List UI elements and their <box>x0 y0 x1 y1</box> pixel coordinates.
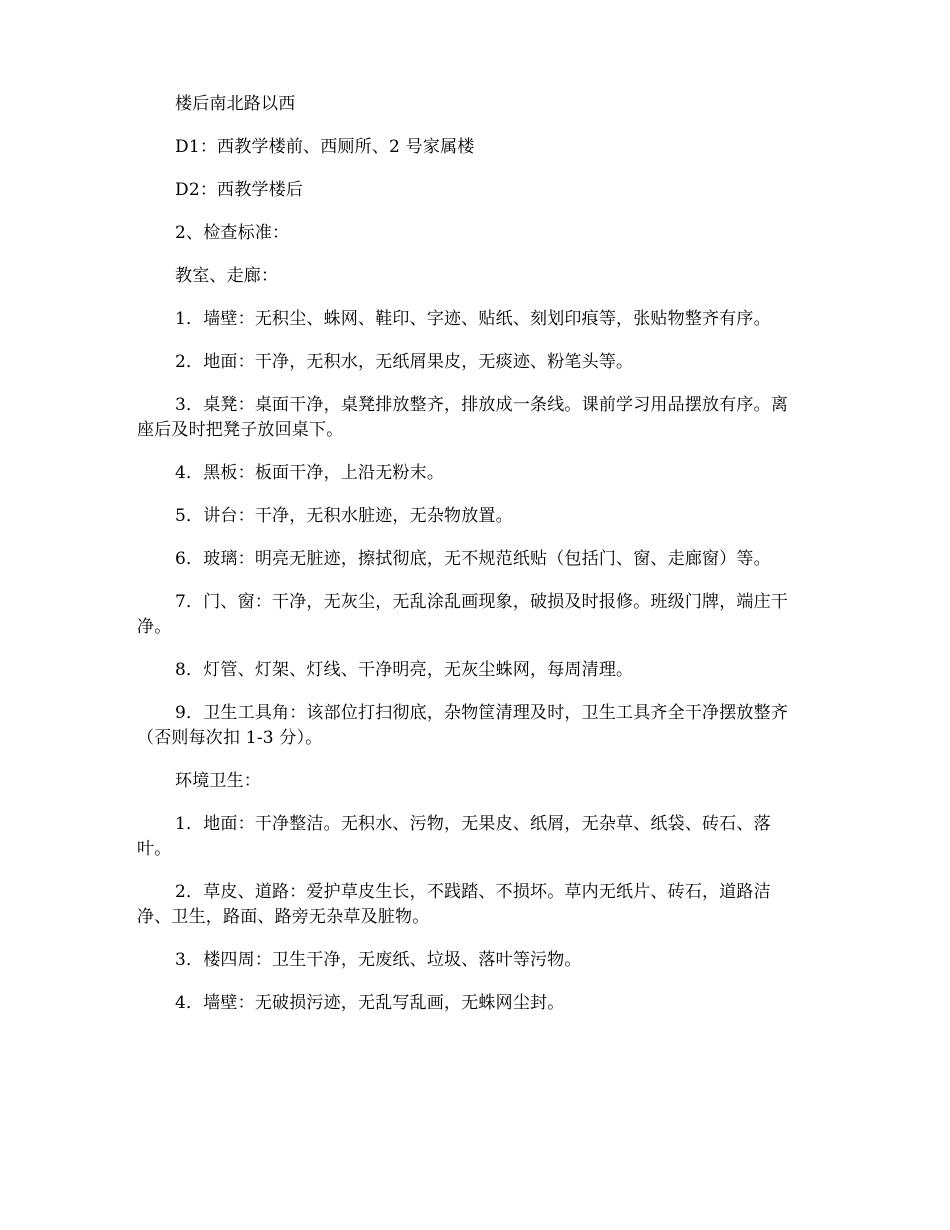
subheading-environment: 环境卫生： <box>175 771 261 791</box>
classroom-item-blackboard: 4．黑板：板面干净，上沿无粉末。 <box>175 463 445 483</box>
environment-item-ground: 1．地面：干净整洁。无积水、污物，无果皮、纸屑，无杂草、纸袋、砖石、落叶。 <box>137 814 771 859</box>
paragraph-d1: D1：西教学楼前、西厕所、2 号家属楼 <box>175 137 475 157</box>
classroom-item-lights: 8．灯管、灯架、灯线、干净明亮，无灰尘蛛网，每周清理。 <box>175 660 634 680</box>
environment-item-walls: 4．墙壁：无破损污迹，无乱写乱画，无蛛网尘封。 <box>175 993 565 1013</box>
paragraph-d2: D2：西教学楼后 <box>175 180 304 200</box>
classroom-item-tool-corner: 9．卫生工具角：该部位打扫彻底，杂物筐清理及时，卫生工具齐全干净摆放整齐（否则每次扣 1-3 分）。 <box>137 703 789 748</box>
classroom-item-walls: 1．墙壁：无积尘、蛛网、鞋印、字迹、贴纸、刻划印痕等，张贴物整齐有序。 <box>175 309 771 329</box>
environment-item-lawn-roads: 2．草皮、道路：爱护草皮生长，不践踏、不损坏。草内无纸片、砖石，道路洁净、卫生，路面、路旁无杂草及脏物。 <box>137 882 771 927</box>
environment-item-building-surroundings: 3．楼四周：卫生干净，无废纸、垃圾、落叶等污物。 <box>175 950 582 970</box>
classroom-item-glass: 6．玻璃：明亮无脏迹，擦拭彻底，无不规范纸贴（包括门、窗、走廊窗）等。 <box>175 549 771 569</box>
subheading-classroom: 教室、走廊： <box>175 266 279 286</box>
classroom-item-podium: 5．讲台：干净，无积水脏迹，无杂物放置。 <box>175 506 513 526</box>
classroom-item-desks: 3．桌凳：桌面干净，桌凳排放整齐，排放成一条线。课前学习用品摆放有序。离座后及时把凳子放回桌下。 <box>137 395 789 440</box>
section-heading-standards: 2、检查标准： <box>175 223 290 243</box>
classroom-item-floor: 2．地面：干净，无积水，无纸屑果皮，无痰迹、粉笔头等。 <box>175 352 634 372</box>
paragraph-location-rear: 楼后南北路以西 <box>175 94 296 114</box>
classroom-item-doors-windows: 7．门、窗：干净，无灰尘，无乱涂乱画现象，破损及时报修。班级门牌，端庄干净。 <box>137 592 789 637</box>
document-body <box>137 92 805 1034</box>
